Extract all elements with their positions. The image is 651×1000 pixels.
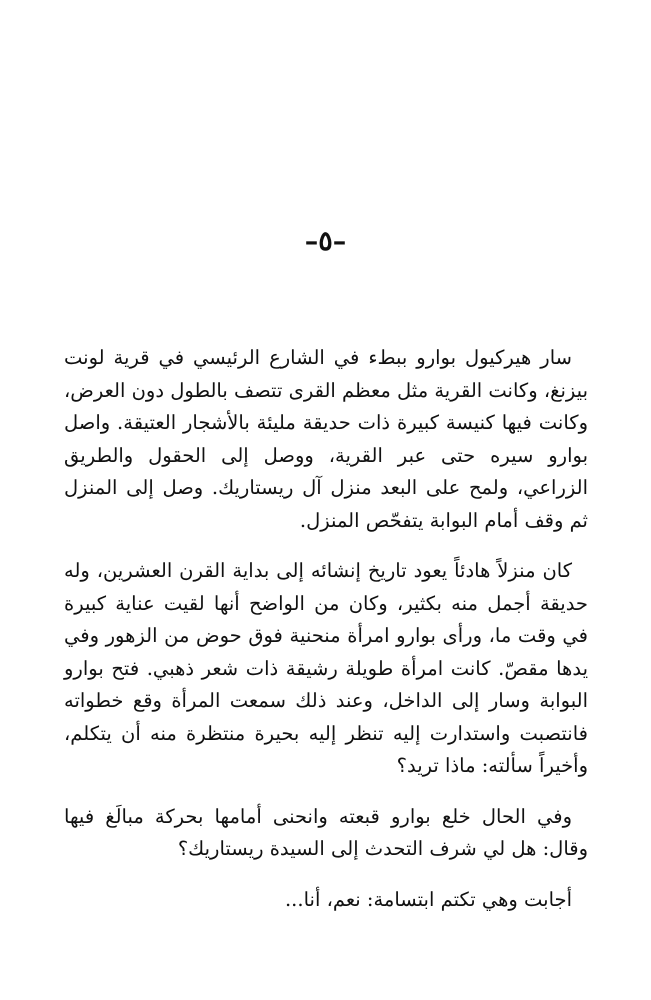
paragraph-3: وفي الحال خلع بوارو قبعته وانحنى أمامها بحركة مبالَغ فيها وقال: هل لي شرف التحدث إلى السيدة ريستاريك؟	[64, 804, 588, 860]
chapter-body	[64, 342, 588, 916]
paragraph-1: سار هيركيول بوارو ببطء في الشارع الرئيسي في قرية لونت بيزنغ، وكانت القرية مثل معظم القرى تتصف بالطول دون العرض، وكانت فيها كنيسة كبيرة ذات حديقة مليئة بالأشجار العتيقة. واصل بوارو سيره حتى عبر القرية، ووصل إلى الحقول والطريق الزراعي، ولمح على البعد منزل آل ريستاريك. وصل إلى المنزل ثم وقف أمام البوابة يتفحّص المنزل.	[64, 346, 588, 532]
paragraph-2: كان منزلاً هادئاً يعود تاريخ إنشائه إلى بداية القرن العشرين، وله حديقة أجمل منه بكثير، وكان من الواضح أنها لقيت عناية كبيرة في وقت ما، ورأى بوارو امرأة منحنية فوق حوض من الزهور وفي يدها مقصّ. كانت امرأة طويلة رشيقة ذات شعر ذهبي. فتح بوارو البوابة وسار إلى الداخل، وعند ذلك سمعت المرأة وقع خطواته فانتصبت واستدارت إليه تنظر إليه بحيرة منتظرة منه أن يتكلم، وأخيراً سألته: ماذا تريد؟	[64, 559, 588, 777]
chapter-number: –٥–	[304, 226, 347, 257]
paragraph-4: أجابت وهي تكتم ابتسامة: نعم، أنا...	[284, 887, 572, 911]
